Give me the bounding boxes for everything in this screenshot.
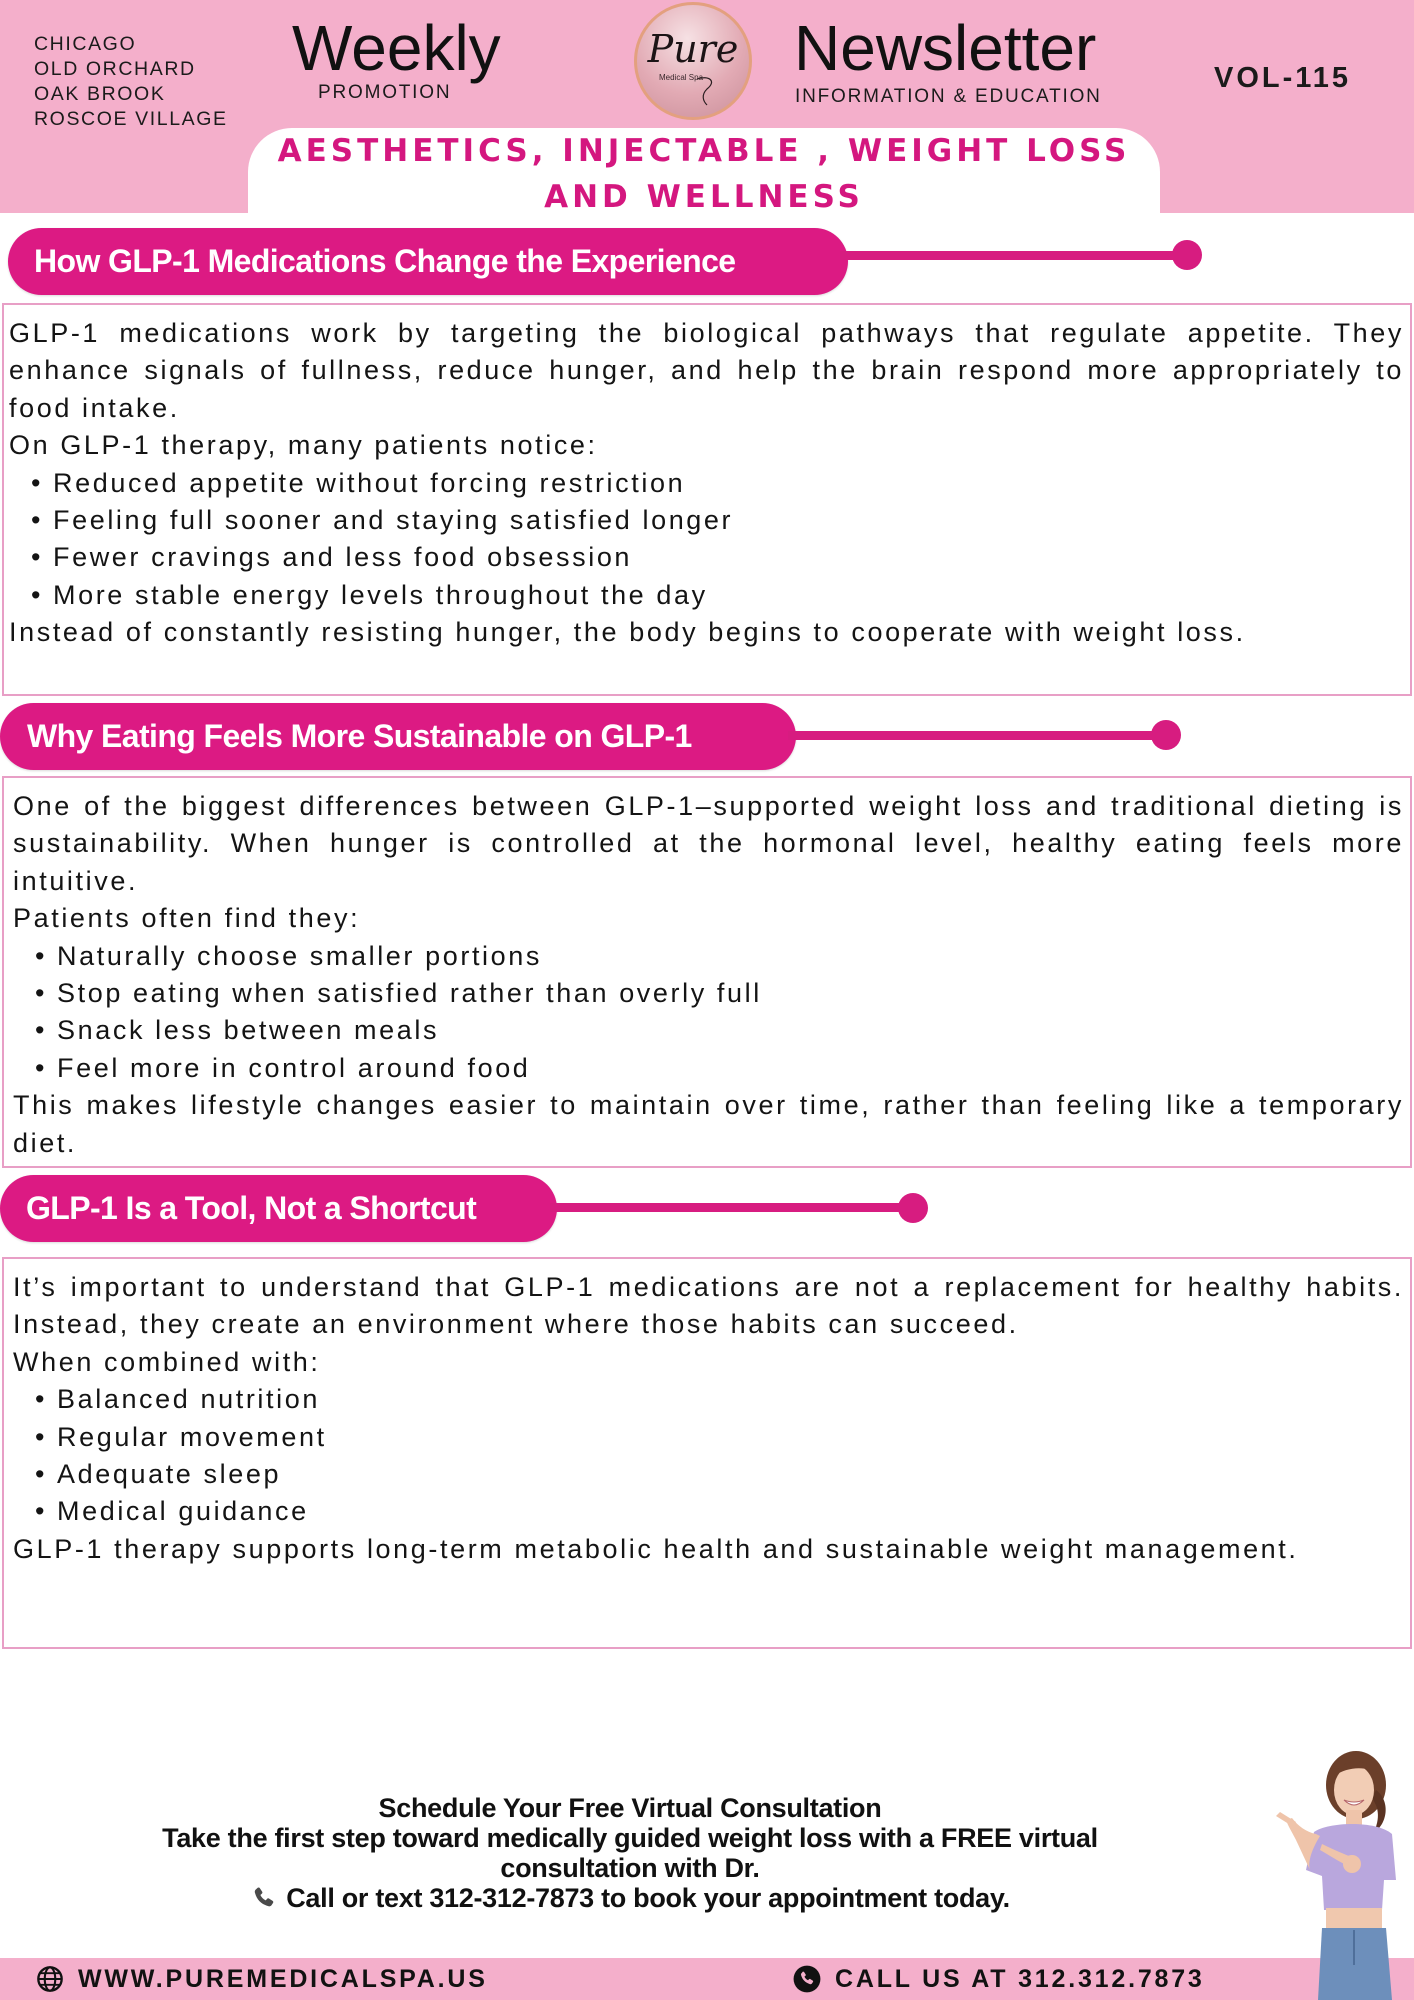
list-item-text: Adequate sleep <box>57 1459 282 1490</box>
banner-line-1: AESTHETICS, INJECTABLE , WEIGHT LOSS <box>277 133 1131 169</box>
globe-icon <box>36 1965 64 1993</box>
weekly-title: Weekly <box>292 12 501 84</box>
section-closing: Instead of constantly resisting hunger, the body begins to cooperate with weight loss. <box>9 617 1246 648</box>
bullet-icon: • <box>35 1384 48 1415</box>
section-closing: GLP-1 therapy supports long-term metabolic health and sustainable weight management. <box>13 1533 1299 1564</box>
list-item-text: Balanced nutrition <box>57 1384 320 1415</box>
section-heading: Why Eating Feels More Sustainable on GLP-1 <box>27 718 692 754</box>
website-link[interactable] <box>36 1962 488 1996</box>
smiling-woman-photo <box>1236 1740 1414 2000</box>
call-us-text: CALL US AT 312.312.7873 <box>835 1964 1205 1993</box>
list-item-text: Feel more in control around food <box>57 1052 531 1083</box>
list-item <box>13 1012 1404 1049</box>
heading-connector-dot <box>1151 720 1181 750</box>
list-item <box>13 1419 1404 1456</box>
list-item <box>9 465 1404 502</box>
cta-body: Take the first step toward medically guided weight loss with a FREE virtual consultation with Dr. <box>162 1823 1098 1883</box>
list-item-text: Reduced appetite without forcing restriction <box>53 467 686 498</box>
phone-circle-icon <box>793 1965 821 1993</box>
location-item: OAK BROOK <box>34 83 166 105</box>
list-item <box>13 1493 1404 1530</box>
section-heading-pill <box>0 703 796 770</box>
list-item <box>13 1050 1404 1087</box>
section-content-box <box>2 303 1412 696</box>
list-item <box>13 1456 1404 1493</box>
bullet-icon: • <box>35 978 48 1009</box>
cta-call-line[interactable] <box>80 1883 1180 1914</box>
information-education-subtitle: INFORMATION & EDUCATION <box>795 86 1102 107</box>
location-item: CHICAGO <box>34 33 137 55</box>
section-heading: How GLP-1 Medications Change the Experience <box>34 243 736 279</box>
call-us-link[interactable] <box>793 1962 1205 1996</box>
promotion-subtitle: PROMOTION <box>318 82 452 103</box>
list-item-text: Stop eating when satisfied rather than overly full <box>57 978 762 1009</box>
location-list <box>34 32 228 132</box>
volume-badge: VOL-115 <box>1214 62 1352 94</box>
footer-bar <box>0 1958 1414 2000</box>
section-lead: Patients often find they: <box>13 903 361 934</box>
section-intro: One of the biggest differences between GLP-1–supported weight loss and traditional dieting is sustainability. When hunger is controlled at the hormonal level, healthy eating feels more intuitive. <box>13 791 1404 896</box>
bullet-icon: • <box>35 1459 48 1490</box>
location-item: OLD ORCHARD <box>34 58 196 80</box>
list-item-text: Fewer cravings and less food obsession <box>53 542 633 573</box>
list-item <box>9 502 1404 539</box>
heading-connector-dot <box>898 1193 928 1223</box>
section-lead: When combined with: <box>13 1346 321 1377</box>
section-closing: This makes lifestyle changes easier to maintain over time, rather than feeling like a temporary diet. <box>13 1090 1404 1158</box>
section-intro: GLP-1 medications work by targeting the biological pathways that regulate appetite. They enhance signals of fullness, reduce hunger, and help the brain respond more appropriately to food intake. <box>9 318 1404 423</box>
section-heading: GLP-1 Is a Tool, Not a Shortcut <box>26 1190 477 1226</box>
location-item: ROSCOE VILLAGE <box>34 108 228 130</box>
list-item-text: More stable energy levels throughout the day <box>53 579 708 610</box>
bullet-icon: • <box>35 1496 48 1527</box>
heading-connector-line <box>840 251 1190 260</box>
telephone-receiver-icon <box>250 1884 278 1912</box>
list-item-text: Naturally choose smaller portions <box>57 940 542 971</box>
list-item-text: Medical guidance <box>57 1496 309 1527</box>
list-item <box>13 975 1404 1012</box>
list-item <box>9 577 1404 614</box>
list-item-text: Feeling full sooner and staying satisfied longer <box>53 505 734 536</box>
consultation-cta <box>80 1793 1180 1914</box>
list-item <box>13 938 1404 975</box>
services-banner-text <box>248 128 1160 220</box>
bullet-icon: • <box>35 1015 48 1046</box>
heading-connector-dot <box>1172 240 1202 270</box>
section-heading-pill <box>0 1175 557 1242</box>
cta-title: Schedule Your Free Virtual Consultation <box>378 1793 882 1823</box>
bullet-icon: • <box>31 542 44 573</box>
section-intro: It’s important to understand that GLP-1 medications are not a replacement for healthy habits. Instead, they create an environment where those habits can succeed. <box>13 1272 1404 1340</box>
pure-medical-spa-logo <box>634 2 752 120</box>
section-content-box <box>2 1257 1412 1649</box>
section-heading-pill <box>8 228 848 295</box>
heading-connector-line <box>550 1203 915 1212</box>
list-item-text: Regular movement <box>57 1421 327 1452</box>
banner-line-2: AND WELLNESS <box>544 179 864 215</box>
list-item-text: Snack less between meals <box>57 1015 440 1046</box>
services-banner <box>248 128 1160 213</box>
bullet-icon: • <box>35 1052 48 1083</box>
list-item <box>9 539 1404 576</box>
bullet-icon: • <box>31 467 44 498</box>
bullet-icon: • <box>31 579 44 610</box>
section-lead: On GLP-1 therapy, many patients notice: <box>9 430 598 461</box>
newsletter-header <box>0 0 1414 213</box>
section-content-box <box>2 776 1412 1168</box>
bullet-icon: • <box>35 940 48 971</box>
bullet-icon: • <box>35 1421 48 1452</box>
heading-connector-line <box>788 731 1168 740</box>
newsletter-title: Newsletter <box>794 12 1097 84</box>
cta-call-text: Call or text 312-312-7873 to book your appointment today. <box>286 1883 1010 1913</box>
bullet-icon: • <box>31 505 44 536</box>
logo-wordmark: Pure <box>647 27 739 71</box>
website-text: WWW.PUREMEDICALSPA.US <box>78 1964 488 1993</box>
logo-subtitle: Medical Spa <box>659 73 704 82</box>
list-item <box>13 1381 1404 1418</box>
